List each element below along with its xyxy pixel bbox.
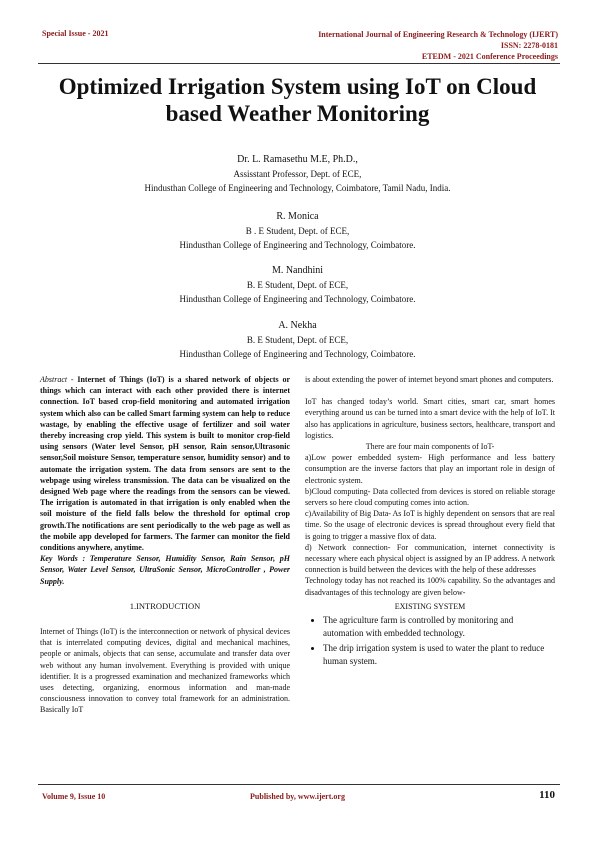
footer-rule <box>38 784 560 785</box>
author-block-2 <box>40 210 555 252</box>
author-affiliation: Hindusthan College of Engineering and Technology, Coimbatore, Tamil Nadu, India. <box>144 183 451 193</box>
header-journal <box>318 29 558 62</box>
journal-name: International Journal of Engineering Research & Technology (IJERT) <box>318 30 558 39</box>
author-affiliation: Hindusthan College of Engineering and Technology, Coimbatore. <box>179 349 416 359</box>
conference: ETEDM - 2021 Conference Proceedings <box>421 52 558 61</box>
author-name: Dr. L. Ramasethu M.E, Ph.D., <box>237 154 358 165</box>
issn: ISSN: 2278-0181 <box>500 41 558 50</box>
page-number: 110 <box>539 789 555 801</box>
abstract <box>40 374 290 553</box>
author-role: B. E Student, Dept. of ECE, <box>246 335 349 345</box>
paragraph: is about extending the power of internet beyond smart phones and computers. <box>305 375 554 384</box>
paper-title <box>30 73 565 127</box>
header-rule <box>38 63 560 64</box>
header-issue: Special Issue - 2021 <box>42 29 109 38</box>
footer-publisher: Published by, www.ijert.org <box>250 792 345 801</box>
author-role: Assisstant Professor, Dept. of ECE, <box>233 169 362 179</box>
author-role: B . E Student, Dept. of ECE, <box>245 226 350 236</box>
author-block-4 <box>40 319 555 361</box>
title-line-1: Optimized Irrigation System using IoT on Cloud <box>58 74 537 99</box>
author-block-3 <box>40 264 555 306</box>
paragraph: Technology today has not reached its 100% capability. So the advantages and disadvantages of this technology are given below- <box>305 576 555 597</box>
list-item: • The drip irrigation system is used to water the plant to reduce human system. <box>323 642 555 667</box>
component-d: d) Network connection- For communication, internet connectivity is necessary where each physical object is assigned by an IP address. A network connection is build between the devices with the help of these addresses <box>305 542 555 575</box>
component-a: a)Low power embedded system- High performance and less battery consumption are the inverse factors that play an important role in design of electronic system. <box>305 453 555 485</box>
author-name: A. Nekha <box>278 320 317 331</box>
right-column <box>305 374 555 670</box>
keywords: Key Words : Temperature Sensor, Humidity Sensor, Rain Sensor, pH Sensor, Water Level Sensor, UltraSonic Sensor, MicroController , Power Supply. <box>40 554 290 586</box>
author-role: B. E Student, Dept. of ECE, <box>246 280 349 290</box>
author-affiliation: Hindusthan College of Engineering and Technology, Coimbatore. <box>179 294 416 304</box>
component-c: c)Availability of Big Data- As IoT is highly dependent on sensors that are real time. So the usage of electronic devices is spread throughout every field that is going to trigger a massive flox of data. <box>305 509 555 541</box>
existing-system-heading: EXISTING SYSTEM <box>394 601 466 611</box>
list-item: • The agriculture farm is controlled by monitoring and automation with embedded technology. <box>323 614 555 639</box>
author-block-1 <box>40 153 555 195</box>
intro-paragraph: Internet of Things (IoT) is the interconnection or network of physical devices that is interrelated computing devices, digital and mechanical machines, people or animals, objects that can sense, accumulate and transfer data over web without any human involvement. Everything is provided with unique identifier. It is a progressed examination and mechanized frameworks which uses detecting, organizing, enormous information and man-made consciousness innovation to convey total framework for an administration. Basically IoT <box>40 627 290 715</box>
left-column <box>40 374 290 716</box>
author-name: M. Nandhini <box>271 265 324 276</box>
title-line-2: based Weather Monitoring <box>165 101 430 126</box>
abstract-label: Abstract - <box>40 375 74 384</box>
component-b: b)Cloud computing- Data collected from devices is stored on reliable storage servers so here cloud computing comes into action. <box>305 486 555 508</box>
author-affiliation: Hindusthan College of Engineering and Technology, Coimbatore. <box>179 240 416 250</box>
author-name: R. Monica <box>276 211 319 222</box>
paragraph: IoT has changed today’s world. Smart cities, smart car, smart homes everything around us can be turned into a smart device with the help of IoT. It also has applications in agriculture, business sectors, healthcare, transport and logistics. <box>305 397 555 440</box>
abstract-text: Internet of Things (IoT) is a shared network of objects or things which can interact with each other provided there is internet connection. IoT based crop-field monitoring and automated irrigation system which also can be called Smart farming system can help to reduce wastage, by enabling the effective usage of fertilizer and soil water thereby increasing crop yield. This system is built to monitor crop-field using sensors (Water level Sensor, pH sensor, Rain sensor,Ultrasonic sensor,Soil moisture Sensor, temperature sensor, humidity sensor) and to automate the irrigation system. The data from sensors are sent to the webpage using wireless transmission. The data can be visualized on the designed Web page where the readings from the sensors can be viewed. The irrigation is automated in that irrigation is only enabled when the soil moisture of the field falls below the threshold for optimal crop growth.The notifications are sent periodically to the web page as well as the mobile app developed for farmers. The farmer can monitor the field conditions anywhere, anytime. <box>40 375 291 553</box>
intro-heading: 1.INTRODUCTION <box>129 600 201 611</box>
footer-volume: Volume 9, Issue 10 <box>42 792 106 801</box>
components-intro: There are four main components of IoT- <box>365 442 495 452</box>
existing-system-list <box>305 614 555 667</box>
